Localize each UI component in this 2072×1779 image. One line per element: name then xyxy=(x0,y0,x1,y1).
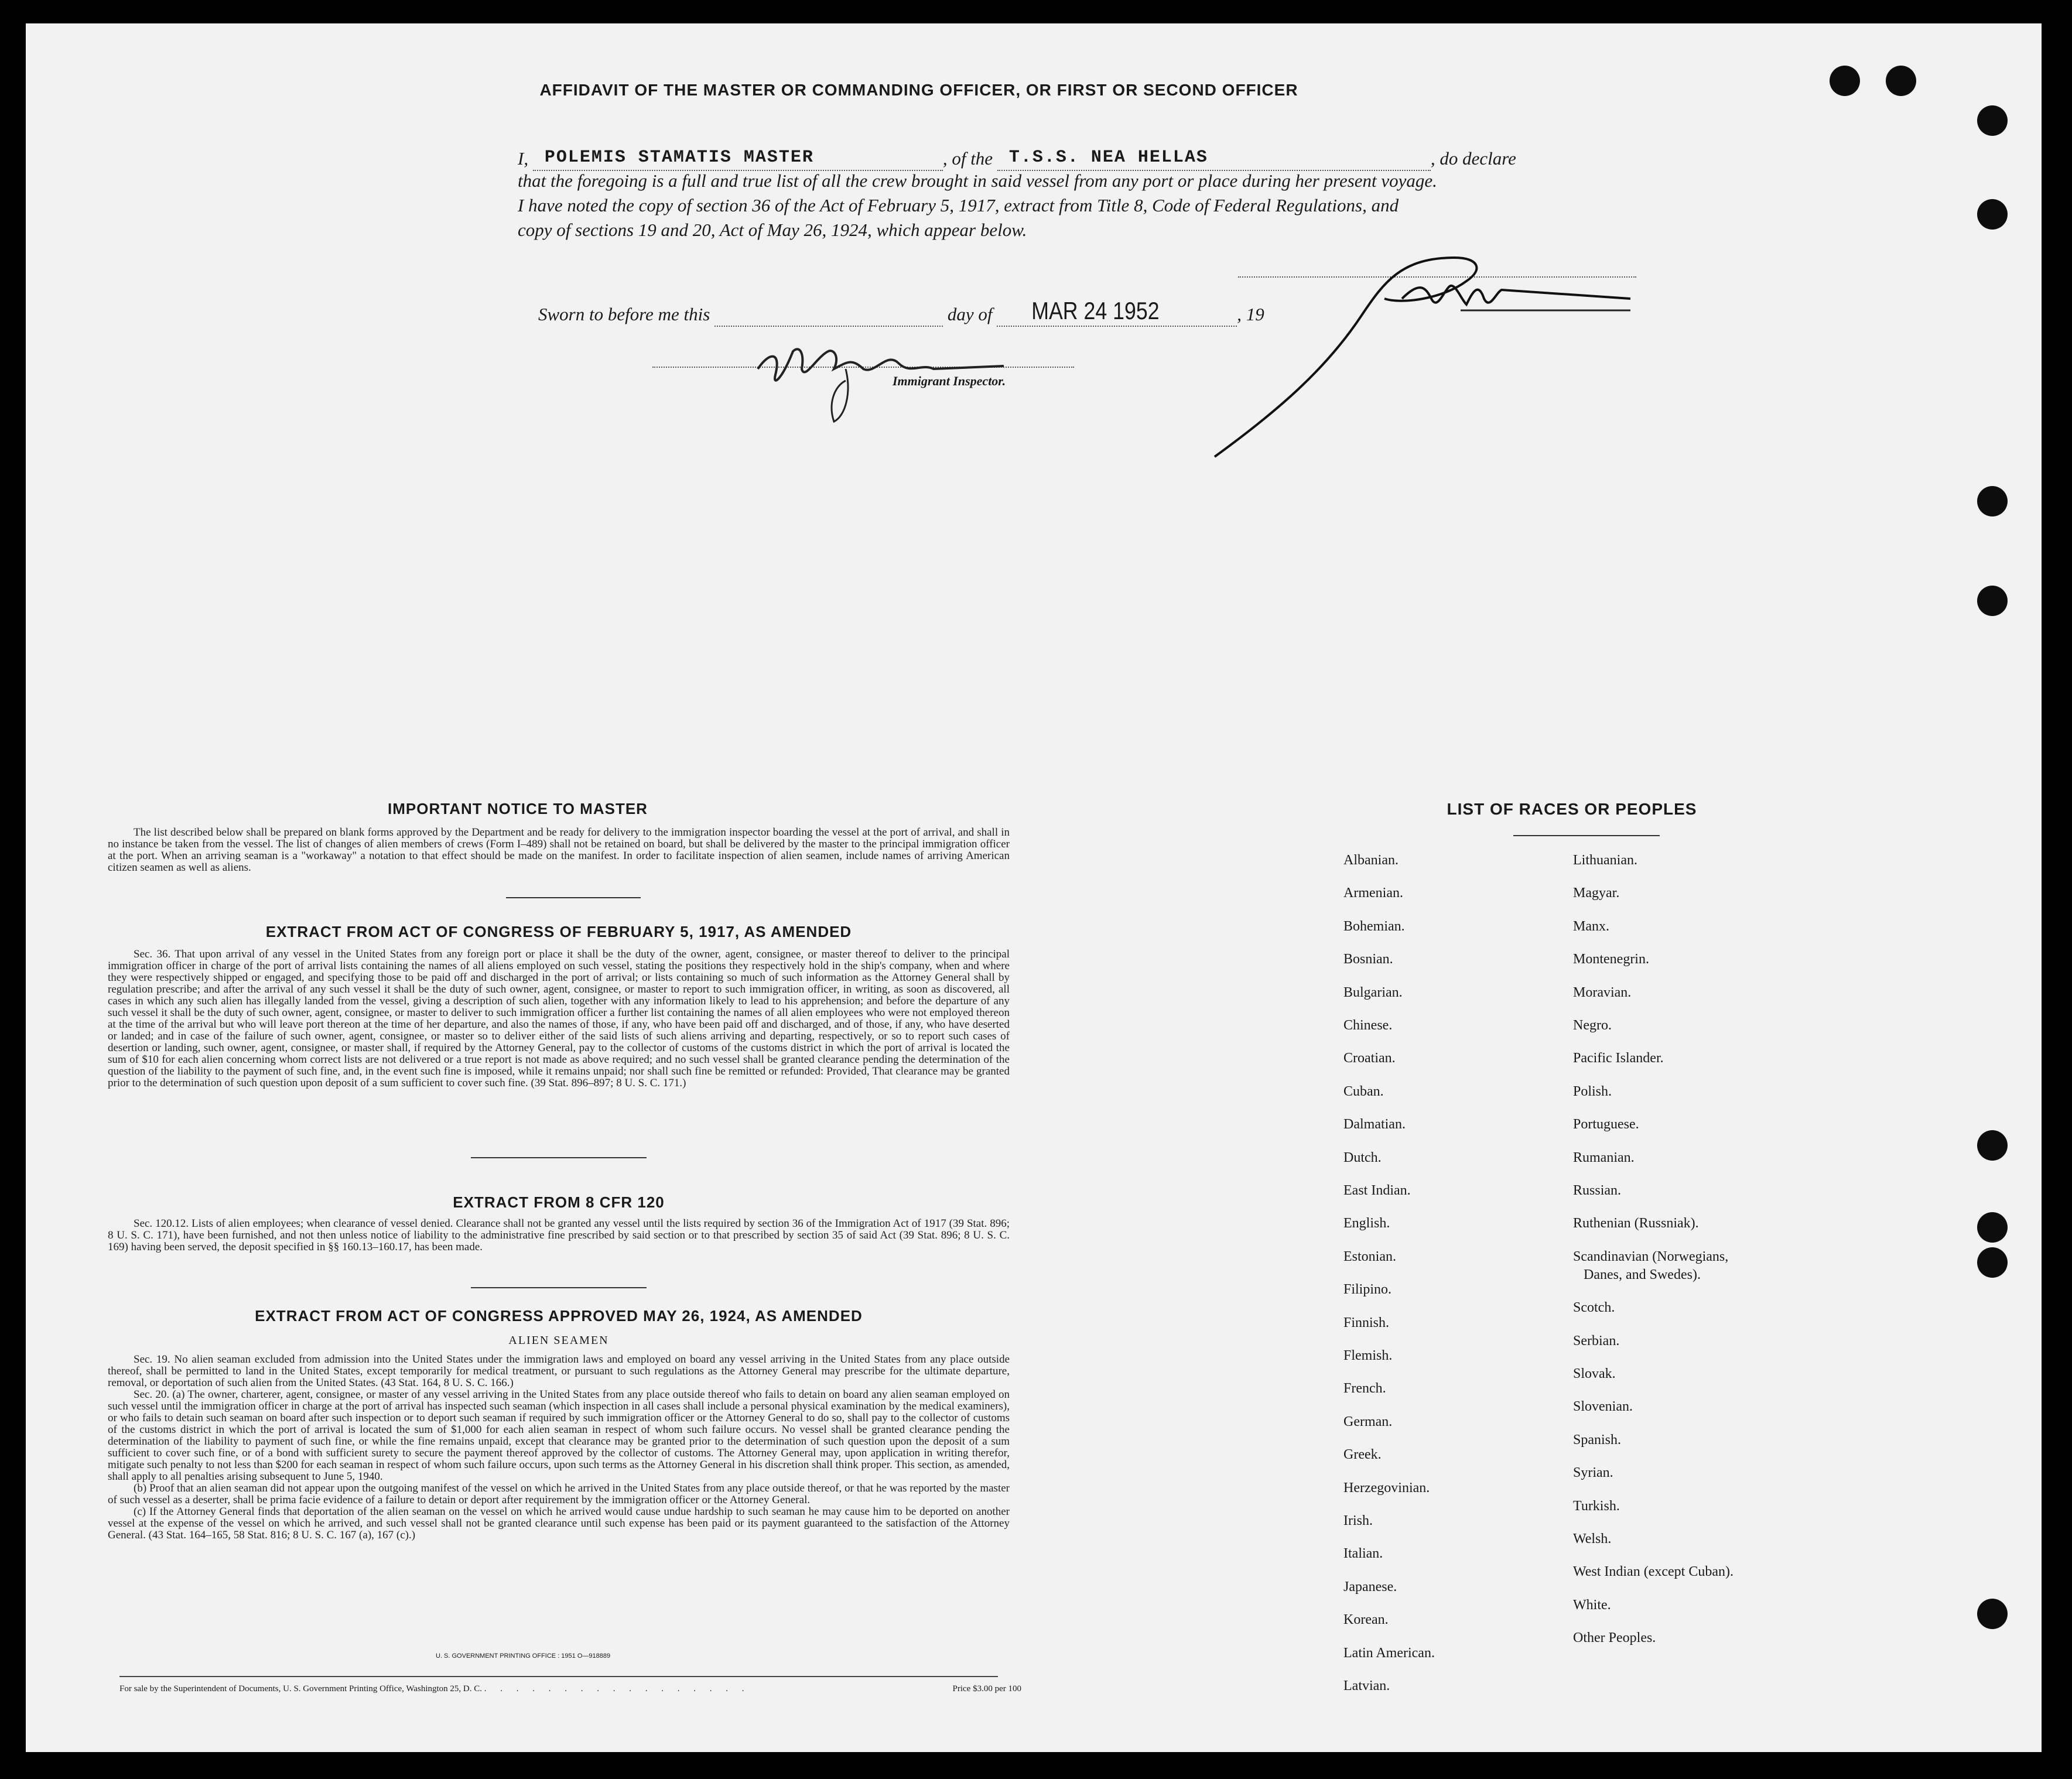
race-entry: Pacific Islander. xyxy=(1573,1051,1664,1066)
race-entry: Danes, and Swedes). xyxy=(1584,1267,1701,1282)
sworn-label: Sworn to before me this xyxy=(538,304,710,324)
gpo-imprint: U. S. GOVERNMENT PRINTING OFFICE : 1951 O—918889 xyxy=(436,1653,611,1660)
footer-sale-note: For sale by the Superintendent of Documents, U. S. Government Printing Office, Washington 25, D. C. . . . . . . . . . . . . . . . . . Price $3.00 per 100 xyxy=(119,1684,1021,1694)
race-entry: Filipino. xyxy=(1343,1282,1392,1298)
race-entry: East Indian. xyxy=(1343,1183,1411,1198)
race-entry: Bohemian. xyxy=(1343,918,1405,934)
race-entry: Latvian. xyxy=(1343,1678,1390,1694)
race-entry: French. xyxy=(1343,1381,1386,1397)
race-entry: Albanian. xyxy=(1343,853,1399,868)
cfr-heading: EXTRACT FROM 8 CFR 120 xyxy=(453,1193,665,1211)
footer-rule xyxy=(119,1676,998,1677)
race-entry: White. xyxy=(1573,1597,1611,1613)
affidavit-of-the: , of the xyxy=(942,148,993,169)
divider xyxy=(471,1287,647,1288)
race-entry: Italian. xyxy=(1343,1546,1383,1562)
race-entry: Greek. xyxy=(1343,1447,1382,1463)
divider xyxy=(506,897,641,898)
document-sheet xyxy=(26,23,2042,1752)
punch-hole xyxy=(1977,1212,2008,1243)
race-entry: Portuguese. xyxy=(1573,1117,1639,1133)
race-entry: English. xyxy=(1343,1216,1390,1231)
race-entry: Spanish. xyxy=(1573,1432,1622,1448)
extract-1917-text: Sec. 36. That upon arrival of any vessel in the United States from any foreign port or place it shall be the duty of the owner, agent, consignee, or master thereof to deliver to the principal immigration officer in charge of the port of arrival lists containing the names of all aliens employed on such vessel, stating the positions they respectively hold in the ship's company, when and where they were respectively shipped or engaged, and specifying those to be paid off and discharged in the port of arrival; or lists containing so much of such information as the Attorney General shall by regulation prescribe; and after the arrival of any such vessel it shall be the duty of such owner, agent, consignee, or master to report to such immigration officer, in writing, as soon as discovered, all cases in which any such alien has illegally landed from the vessel, giving a description of such alien, together with any information likely to lead to his apprehension; and before the departure of any such vessel it shall be the duty of such owner, agent, consignee, or master to deliver to such immigration officer a further list containing the names of all alien employees who were not employed thereon at the time of the arrival but who will leave port thereon at the time of her departure, and also the names of those, if any, who have been paid off and discharged, and of those, if any, who have deserted or landed; and in case of the failure of such owner, agent, consignee, or master so to deliver either of the said lists of such aliens arriving and departing, respectively, or so to report such cases of desertion or landing, such owner, agent, consignee, or master shall, if required by the Attorney General, pay to the collector of customs of the customs district in which the port of arrival is located the sum of $10 for each alien concerning whom correct lists are not delivered or a true report is not made as above required; and no such vessel shall be granted clearance pending the determination of the question of the liability to the payment of such fine, and, in the event such fine is imposed, while it remains unpaid; nor shall such fine be remitted or refunded: Provided, That clearance may be granted prior to the determination of such question upon deposit of a sum sufficient to cover such fine. (39 Stat. 896–897; 8 U. S. C. 171.) xyxy=(108,948,1010,1089)
race-entry: Croatian. xyxy=(1343,1051,1396,1066)
affidavit-line-4: copy of sections 19 and 20, Act of May 26, 1924, which appear below. xyxy=(518,220,1027,240)
punch-hole xyxy=(1977,1247,2008,1278)
punch-hole xyxy=(1977,586,2008,616)
race-entry: Serbian. xyxy=(1573,1333,1620,1349)
race-entry: Bosnian. xyxy=(1343,952,1393,967)
races-heading: LIST OF RACES OR PEOPLES xyxy=(1447,800,1697,818)
punch-hole xyxy=(1977,486,2008,516)
punch-hole xyxy=(1977,1130,2008,1161)
affidavit-line-1 xyxy=(518,143,1630,171)
race-entry: Scandinavian (Norwegians, xyxy=(1573,1248,1729,1264)
race-entry: Negro. xyxy=(1573,1018,1612,1033)
race-entry: Chinese. xyxy=(1343,1018,1393,1033)
affidavit-title: AFFIDAVIT OF THE MASTER OR COMMANDING OFFICER, OR FIRST OR SECOND OFFICER xyxy=(539,81,1298,99)
race-entry: Lithuanian. xyxy=(1573,853,1637,868)
race-entry: Polish. xyxy=(1573,1083,1612,1099)
race-entry: Latin American. xyxy=(1343,1645,1435,1661)
race-entry: Rumanian. xyxy=(1573,1149,1635,1165)
cfr-text: Sec. 120.12. Lists of alien employees; when clearance of vessel denied. Clearance shall not be granted any vessel until the lists required by section 36 of the Immigration Act of 1917 (39 Stat. 896; 8 U. S. C. 171), have been furnished, and not then unless notice of liability to the administrative fine prescribed by said section or to that prescribed by section 35 of said Act (39 Stat. 896; 8 U. S. C. 169) having been served, the deposit specified in §§ 160.13–160.17, has been made. xyxy=(108,1217,1010,1253)
race-entry: Russian. xyxy=(1573,1183,1622,1198)
extract-1924-text: Sec. 19. No alien seaman excluded from admission into the United States under the immigration laws and employed on board any vessel arriving in the United States from any place outside thereof, shall be permitted to land in the United States, except temporarily for medical treatment, or pursuant to such regulations as the Attorney General may prescribe for the ultimate departure, removal, or deportation of such alien from the United States. (43 Stat. 164, 8 U. S. C. 166.) Sec. 20. (a) The owner, charterer, agent, consignee, or master of any vessel arriving in the United States from any place outside thereof who fails to detain on board any alien seaman employed on such vessel until the immigration officer in charge at the port of arrival has inspected such seaman (which inspection in all cases shall include a personal physical examination by the medical examiners), or who fails to detain such seaman on board after such inspection or to deport such seaman if required by such immigration officer or the Attorney General to do so, shall pay to the collector of customs of the customs district in which the port of arrival is located the sum of $1,000 for each alien seaman in respect of whom such failure occurs. No vessel shall be granted clearance pending the determination of the liability to payment of such fine, or while the fine remains unpaid, except that clearance may be granted prior to the determination of such question upon the deposit of a sum sufficient to cover such fine, or of a bond with sufficient surety to secure the payment thereof approved by the collector of customs. The Attorney General may, upon application in writing therefor, mitigate such penalty to not less than $200 for each seaman in respect of whom such failure occurs, upon such terms as the Attorney General in his discretion shall think proper. This section, as amended, shall apply to all penalties arising subsequent to June 5, 1940. (b) Proof that an alien seaman did not appear upon the outgoing manifest of the vessel on which he arrived in the United States from any place outside thereof, or that he was reported by the master of such vessel as a deserter, shall be prima facie evidence of a failure to detain or deport after requirement by the immigration officer or the Attorney General. (c) If the Attorney General finds that deportation of the alien seaman on the vessel on which he arrived would cause undue hardship to such seaman he may cause him to be deported on another vessel at the expense of the vessel on which he arrived, and such vessel shall not be granted clearance until such expense has been paid or its payment guaranteed to the satisfaction of the Attorney General. (43 Stat. 164–165, 58 Stat. 816; 8 U. S. C. 167 (a), 167 (c).) xyxy=(108,1353,1010,1541)
divider xyxy=(471,1157,647,1158)
date-stamp: MAR 24 1952 xyxy=(1031,297,1160,324)
race-entry: Bulgarian. xyxy=(1343,984,1403,1000)
notice-heading: IMPORTANT NOTICE TO MASTER xyxy=(388,800,648,817)
race-entry: Slovenian. xyxy=(1573,1399,1633,1415)
race-entry: Ruthenian (Russniak). xyxy=(1573,1216,1699,1231)
affidavit-do-declare: , do declare xyxy=(1430,148,1516,169)
race-entry: Dutch. xyxy=(1343,1149,1382,1165)
master-name: POLEMIS STAMATIS MASTER xyxy=(544,148,814,167)
affidavit-line-3: I have noted the copy of section 36 of the Act of February 5, 1917, extract from Title 8, Code of Federal Regulations, and xyxy=(518,195,1399,215)
race-entry: Slovak. xyxy=(1573,1366,1616,1382)
race-entry: Moravian. xyxy=(1573,984,1632,1000)
race-entry: Manx. xyxy=(1573,918,1609,934)
day-of-label: day of xyxy=(947,304,993,324)
punch-hole xyxy=(1977,199,2008,230)
race-entry: Herzegovinian. xyxy=(1343,1480,1430,1496)
race-entry: Turkish. xyxy=(1573,1498,1620,1514)
alien-seamen-subheading: ALIEN SEAMEN xyxy=(508,1334,609,1347)
race-entry: West Indian (except Cuban). xyxy=(1573,1564,1733,1580)
inspector-label: Immigrant Inspector. xyxy=(893,374,1006,388)
master-signature xyxy=(1209,223,1642,468)
race-entry: Finnish. xyxy=(1343,1315,1390,1330)
affidavit-i: I, xyxy=(518,148,529,169)
race-entry: Magyar. xyxy=(1573,885,1620,901)
race-entry: Montenegrin. xyxy=(1573,952,1649,967)
race-entry: Japanese. xyxy=(1343,1579,1397,1595)
affidavit-line-2: that the foregoing is a full and true list of all the crew brought in said vessel from any port or place during her present voyage. xyxy=(518,170,1437,191)
race-entry: Scotch. xyxy=(1573,1300,1615,1316)
race-entry: Korean. xyxy=(1343,1612,1389,1628)
race-entry: Welsh. xyxy=(1573,1531,1612,1547)
punch-hole xyxy=(1886,66,1916,96)
punch-hole xyxy=(1977,105,2008,136)
extract-1917-heading: EXTRACT FROM ACT OF CONGRESS OF FEBRUARY 5, 1917, AS AMENDED xyxy=(265,923,852,940)
race-entry: Flemish. xyxy=(1343,1348,1393,1363)
race-entry: Estonian. xyxy=(1343,1248,1396,1264)
punch-hole xyxy=(1977,1599,2008,1629)
race-entry: Cuban. xyxy=(1343,1083,1384,1099)
notice-text: The list described below shall be prepared on blank forms approved by the Department and be ready for delivery to the immigration inspector boarding the vessel at the port of arrival, and shall in no instance be taken from the vessel. The list of changes of alien members of crews (Form I–489) shall not be retained on board, but shall be delivered by the master to the principal immigration officer at the port. When an arriving seaman is a "workaway" a notation to that effect should be made on the manifest. In order to facilitate inspection of alien seamen, include names of arriving American citizen seamen as well as aliens. xyxy=(108,826,1010,874)
race-entry: Armenian. xyxy=(1343,885,1403,901)
vessel-name: T.S.S. NEA HELLAS xyxy=(1008,148,1208,167)
race-entry: Dalmatian. xyxy=(1343,1117,1406,1133)
race-entry: German. xyxy=(1343,1414,1393,1429)
races-heading-underline xyxy=(1513,835,1660,836)
inspector-signature xyxy=(746,316,1016,433)
punch-hole xyxy=(1830,66,1860,96)
extract-1924-heading: EXTRACT FROM ACT OF CONGRESS APPROVED MAY 26, 1924, AS AMENDED xyxy=(255,1307,863,1325)
year-prefix: , 19 xyxy=(1237,304,1264,324)
race-entry: Irish. xyxy=(1343,1513,1373,1528)
race-entry: Syrian. xyxy=(1573,1465,1613,1481)
race-entry: Other Peoples. xyxy=(1573,1630,1656,1646)
